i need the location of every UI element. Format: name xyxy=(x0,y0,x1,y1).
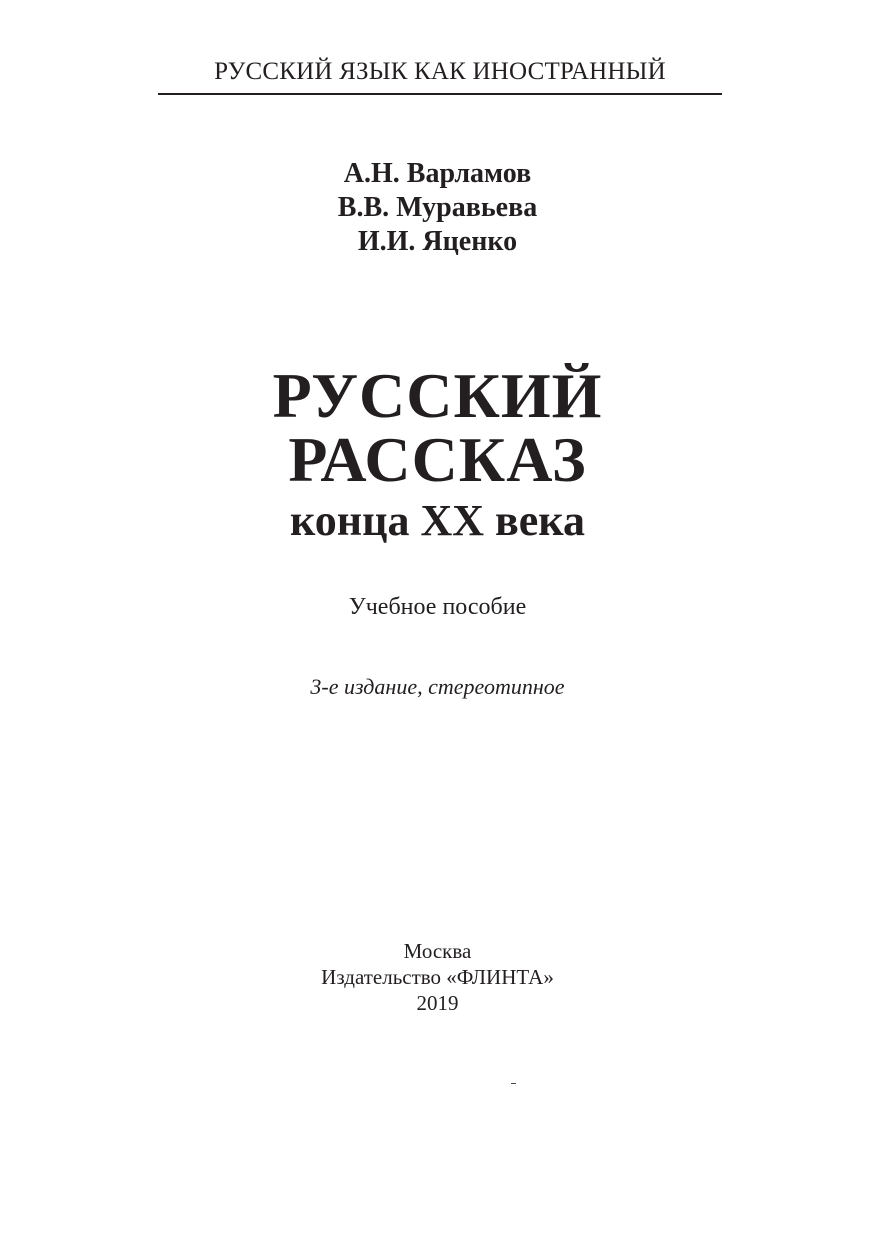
series-divider xyxy=(158,93,722,95)
imprint-publisher: Издательство «ФЛИНТА» xyxy=(321,965,554,989)
title-line: РУССКИЙ xyxy=(272,360,603,431)
authors-block xyxy=(0,157,875,259)
author-name: И.И. Яценко xyxy=(357,226,518,257)
author-name: А.Н. Варламов xyxy=(343,158,532,189)
title-subline: конца XX века xyxy=(289,496,585,545)
stray-mark xyxy=(511,1083,516,1084)
imprint-block xyxy=(0,938,875,1016)
edition-note: 3-е издание, стереотипное xyxy=(310,674,565,699)
imprint-city: Москва xyxy=(403,939,472,963)
series-heading: РУССКИЙ ЯЗЫК КАК ИНОСТРАННЫЙ xyxy=(214,58,666,85)
author-name: В.В. Муравьева xyxy=(337,192,538,223)
imprint-year: 2019 xyxy=(416,991,459,1015)
book-title xyxy=(0,360,875,546)
title-line: РАССКАЗ xyxy=(288,424,587,495)
publication-type: Учебное пособие xyxy=(348,594,527,620)
